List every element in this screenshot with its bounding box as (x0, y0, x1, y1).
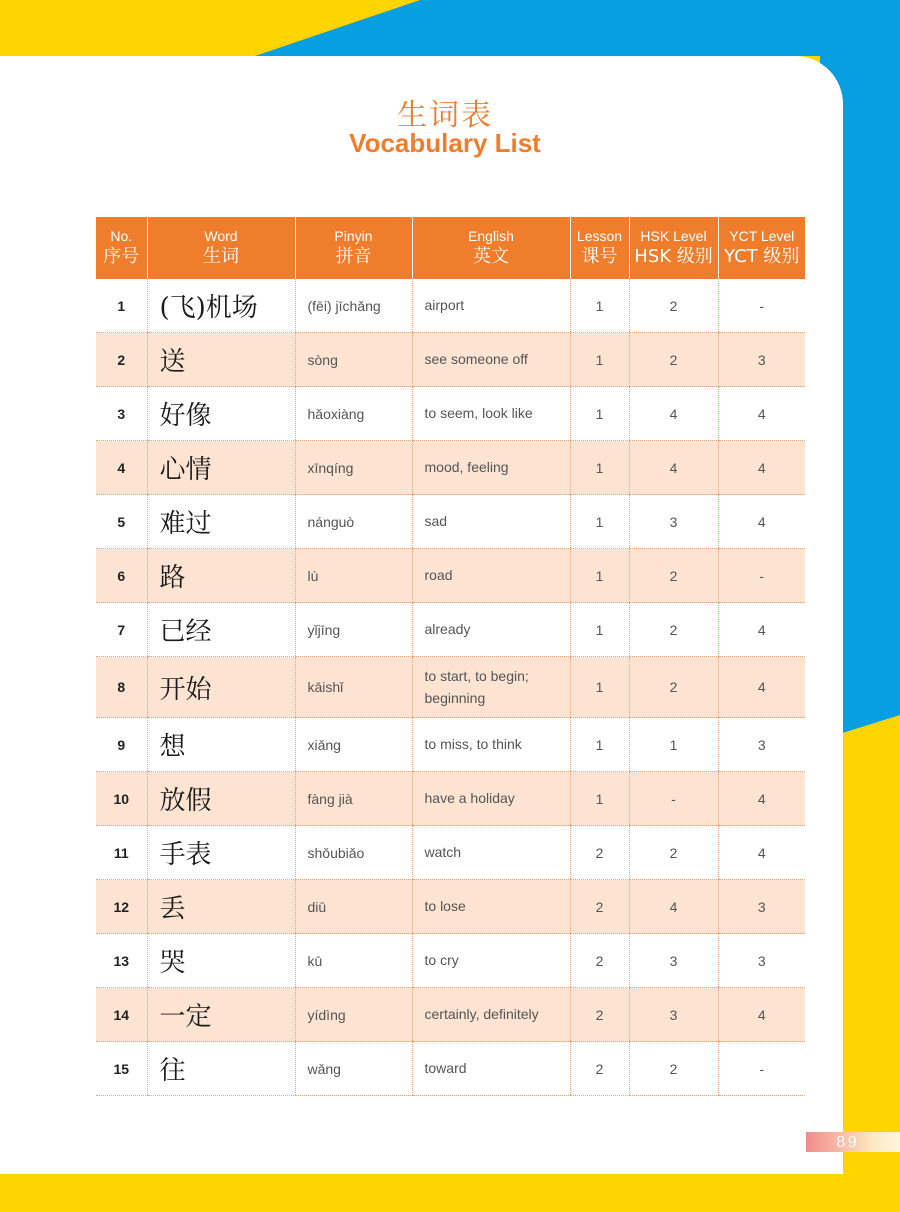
header-yct-en: YCT Level (729, 228, 795, 244)
row-pinyin: kāishǐ (295, 657, 412, 718)
row-hsk-level: 2 (629, 279, 718, 333)
row-pinyin: shǒubiǎo (295, 826, 412, 880)
row-hsk-level: - (629, 772, 718, 826)
header-yct-cn: YCT 级别 (724, 245, 800, 267)
header-hsk-cn: HSK 级别 (634, 245, 713, 267)
table-row (96, 549, 805, 603)
row-word: 一定 (147, 988, 295, 1042)
table-row (96, 826, 805, 880)
row-number: 6 (96, 549, 147, 603)
row-lesson: 1 (570, 657, 629, 718)
row-english: to miss, to think (412, 718, 570, 772)
row-yct-level: 3 (718, 333, 805, 387)
row-word: 已经 (147, 603, 295, 657)
row-number: 1 (96, 279, 147, 333)
row-lesson: 1 (570, 495, 629, 549)
row-word: (飞)机场 (147, 279, 295, 333)
header-english-cn: 英文 (473, 245, 509, 267)
row-hsk-level: 2 (629, 549, 718, 603)
row-pinyin: xiǎng (295, 718, 412, 772)
row-number: 4 (96, 441, 147, 495)
row-lesson: 1 (570, 441, 629, 495)
page-title-english: Vocabulary List (349, 128, 541, 158)
row-pinyin: kū (295, 934, 412, 988)
row-pinyin: fàng jià (295, 772, 412, 826)
table-row (96, 988, 805, 1042)
row-yct-level: 4 (718, 657, 805, 718)
table-row (96, 657, 805, 718)
vocabulary-table (96, 217, 805, 1096)
table-row (96, 772, 805, 826)
row-yct-level: 4 (718, 772, 805, 826)
row-english: to start, to begin; beginning (412, 657, 570, 718)
table-row (96, 718, 805, 772)
table-row (96, 1042, 805, 1096)
row-lesson: 1 (570, 387, 629, 441)
row-yct-level: 3 (718, 934, 805, 988)
row-hsk-level: 2 (629, 826, 718, 880)
header-word (147, 217, 295, 279)
row-pinyin: yídìng (295, 988, 412, 1042)
row-english: have a holiday (412, 772, 570, 826)
row-word: 开始 (147, 657, 295, 718)
row-english: airport (412, 279, 570, 333)
table-row (96, 934, 805, 988)
row-word: 手表 (147, 826, 295, 880)
row-lesson: 1 (570, 772, 629, 826)
table-header-row (96, 217, 805, 279)
row-pinyin: (fēi) jīchǎng (295, 279, 412, 333)
row-english: road (412, 549, 570, 603)
row-yct-level: 3 (718, 880, 805, 934)
row-hsk-level: 2 (629, 603, 718, 657)
header-no-cn: 序号 (103, 245, 140, 267)
header-english (412, 217, 570, 279)
row-english: toward (412, 1042, 570, 1096)
row-word: 往 (147, 1042, 295, 1096)
row-pinyin: yǐjīng (295, 603, 412, 657)
row-hsk-level: 4 (629, 441, 718, 495)
row-number: 12 (96, 880, 147, 934)
row-hsk-level: 2 (629, 657, 718, 718)
row-number: 15 (96, 1042, 147, 1096)
row-number: 9 (96, 718, 147, 772)
row-lesson: 1 (570, 718, 629, 772)
row-lesson: 2 (570, 988, 629, 1042)
row-yct-level: - (718, 279, 805, 333)
row-yct-level: 3 (718, 718, 805, 772)
header-no-en: No. (110, 228, 133, 244)
row-yct-level: 4 (718, 441, 805, 495)
row-number: 11 (96, 826, 147, 880)
row-lesson: 1 (570, 333, 629, 387)
row-english: certainly, definitely (412, 988, 570, 1042)
row-yct-level: 4 (718, 826, 805, 880)
row-english: mood, feeling (412, 441, 570, 495)
table-row (96, 495, 805, 549)
row-word: 放假 (147, 772, 295, 826)
row-number: 8 (96, 657, 147, 718)
row-lesson: 2 (570, 1042, 629, 1096)
row-lesson: 1 (570, 549, 629, 603)
header-english-en: English (468, 228, 514, 244)
table-row (96, 880, 805, 934)
row-word: 路 (147, 549, 295, 603)
row-yct-level: 4 (718, 988, 805, 1042)
row-english: watch (412, 826, 570, 880)
row-lesson: 1 (570, 279, 629, 333)
row-english: already (412, 603, 570, 657)
row-number: 14 (96, 988, 147, 1042)
row-english: to lose (412, 880, 570, 934)
row-word: 好像 (147, 387, 295, 441)
table-row (96, 441, 805, 495)
row-pinyin: lù (295, 549, 412, 603)
row-number: 5 (96, 495, 147, 549)
row-number: 3 (96, 387, 147, 441)
header-lesson-en: Lesson (576, 228, 623, 244)
header-pinyin-en: Pinyin (334, 228, 373, 244)
row-english: see someone off (412, 333, 570, 387)
row-number: 2 (96, 333, 147, 387)
header-lesson-cn: 课号 (581, 245, 618, 267)
row-word: 丢 (147, 880, 295, 934)
header-pinyin (295, 217, 412, 279)
row-hsk-level: 4 (629, 387, 718, 441)
row-word: 哭 (147, 934, 295, 988)
row-english: sad (412, 495, 570, 549)
row-english: to cry (412, 934, 570, 988)
row-word: 难过 (147, 495, 295, 549)
row-yct-level: - (718, 549, 805, 603)
row-lesson: 2 (570, 880, 629, 934)
row-yct-level: 4 (718, 387, 805, 441)
row-lesson: 2 (570, 934, 629, 988)
row-english: to seem, look like (412, 387, 570, 441)
row-lesson: 2 (570, 826, 629, 880)
row-pinyin: hǎoxiàng (295, 387, 412, 441)
row-lesson: 1 (570, 603, 629, 657)
row-pinyin: xīnqíng (295, 441, 412, 495)
table-row (96, 387, 805, 441)
header-word-en: Word (204, 228, 238, 244)
row-pinyin: diū (295, 880, 412, 934)
row-number: 7 (96, 603, 147, 657)
row-hsk-level: 2 (629, 333, 718, 387)
header-no (96, 217, 147, 279)
row-hsk-level: 1 (629, 718, 718, 772)
page-number: 89 (806, 1132, 900, 1152)
row-hsk-level: 2 (629, 1042, 718, 1096)
header-lesson (570, 217, 629, 279)
table-row (96, 603, 805, 657)
header-hsk-en: HSK Level (640, 228, 707, 244)
row-hsk-level: 3 (629, 988, 718, 1042)
row-hsk-level: 3 (629, 495, 718, 549)
row-hsk-level: 3 (629, 934, 718, 988)
table-row (96, 333, 805, 387)
header-hsk-level (629, 217, 718, 279)
row-pinyin: wǎng (295, 1042, 412, 1096)
page-title-chinese: 生词表 (397, 98, 493, 133)
header-word-cn: 生词 (203, 245, 239, 267)
row-word: 送 (147, 333, 295, 387)
header-yct-level (718, 217, 805, 279)
header-pinyin-cn: 拼音 (335, 245, 372, 267)
row-yct-level: - (718, 1042, 805, 1096)
row-yct-level: 4 (718, 495, 805, 549)
row-word: 心情 (147, 441, 295, 495)
row-hsk-level: 4 (629, 880, 718, 934)
row-pinyin: nánguò (295, 495, 412, 549)
row-yct-level: 4 (718, 603, 805, 657)
row-number: 10 (96, 772, 147, 826)
table-row (96, 279, 805, 333)
row-word: 想 (147, 718, 295, 772)
row-number: 13 (96, 934, 147, 988)
row-pinyin: sòng (295, 333, 412, 387)
